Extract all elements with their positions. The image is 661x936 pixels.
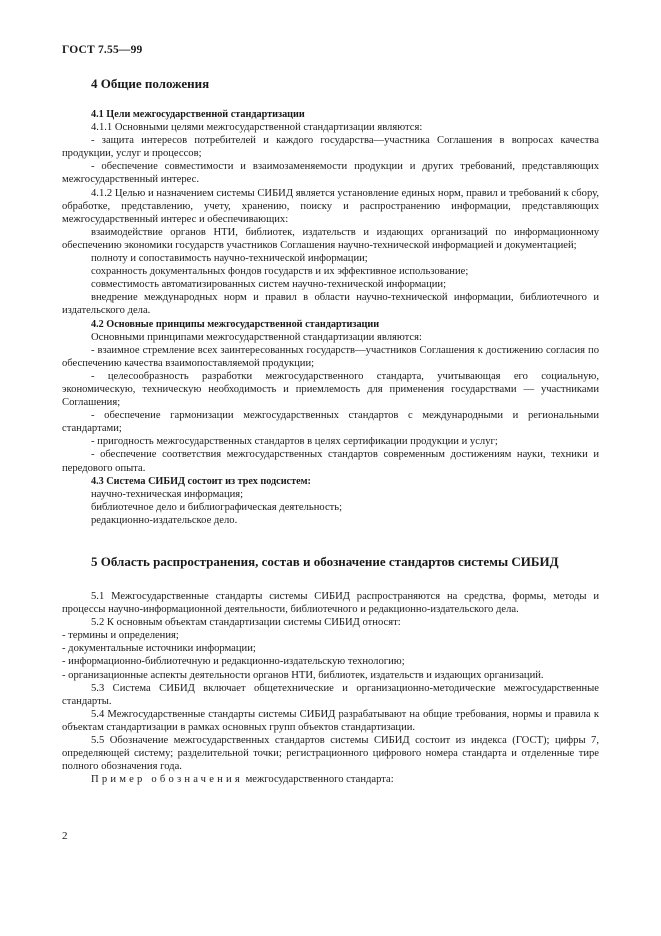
list-item: - организационные аспекты деятельности органов НТИ, библиотек, издательств и издающих организаций. [62, 669, 544, 681]
list-item: - термины и определения; [62, 630, 179, 642]
paragraph-5-5: 5.5 Обозначение межгосударственных стандартов системы СИБИД состоит из индекса (ГОСТ); цифры 7, определяющей систему; разделительной точки; регистрационного цифрового номера стандарта и отделенные тире полного обозначения года. [62, 735, 599, 773]
example-line [62, 773, 599, 786]
list-item: взаимодействие органов НТИ, библиотек, издательств и издающих организаций по информационному обеспечению экономики государств участников Соглашения научно-технической информацией и документацией; [62, 226, 599, 251]
list-item: внедрение международных норм и правил в области научно-технической информации, библиотечного и издательского дела. [62, 292, 599, 317]
example-text: межгосударственного стандарта: [242, 774, 394, 786]
section-4-title: 4 Общие положения [91, 76, 210, 91]
list-item: - пригодность межгосударственных стандартов в целях сертификации продукции и услуг; [91, 436, 498, 448]
example-label: Пример обозначения [91, 774, 243, 786]
list-item: - обеспечение гармонизации межгосударственных стандартов с международными и региональными стандартами; [62, 410, 599, 435]
list-item: библиотечное дело и библиографическая деятельность; [91, 501, 343, 513]
list-item: совместимость автоматизированных систем научно-технической информации; [91, 279, 447, 291]
paragraph-5-1: 5.1 Межгосударственные стандарты системы СИБИД распространяются на средства, формы, методы и процессы научно-информационной деятельности, библиотечного и редакционно-издательского дела. [62, 591, 599, 616]
paragraph-4-1-1: 4.1.1 Основными целями межгосударственной стандартизации являются: [91, 122, 423, 134]
list-item: - взаимное стремление всех заинтересованных государств—участников Соглашения к достижению согласия по обеспечению качества взаимопоставляемой продукции; [62, 344, 599, 369]
subsection-4-1-heading: 4.1 Цели межгосударственной стандартизации [91, 109, 305, 120]
document-body [62, 76, 599, 786]
list-item: - целесообразность разработки межгосударственного стандарта, учитывающая его социальную, экономическую, техническую необходимость и приемлемость для применения государствами — участниками Соглашения; [62, 370, 599, 409]
list-item: редакционно-издательское дело. [91, 514, 238, 526]
page-number: 2 [62, 830, 68, 842]
paragraph-4-1-2: 4.1.2 Целью и назначением системы СИБИД является установление единых норм, правил и требований к сбору, обработке, представлению, учету, хранению, поиску и распространению информации, представляющих межгосударственный интерес и обеспечивающих: [62, 187, 599, 225]
list-item: - обеспечение совместимости и взаимозаменяемости продукции и других требований, представляющих межгосударственный интерес. [62, 161, 599, 186]
list-item: - документальные источники информации; [62, 643, 256, 655]
subsection-4-3-heading: 4.3 Система СИБИД состоит из трех подсистем: [91, 475, 311, 487]
list-item: - информационно-библиотечную и редакционно-издательскую технологию; [62, 656, 405, 668]
list-item: полноту и сопоставимость научно-технической информации; [91, 253, 368, 265]
list-item: - обеспечение соответствия межгосударственных стандартов современным достижениям науки, техники и передового опыта. [62, 449, 599, 474]
document-header: ГОСТ 7.55—99 [62, 44, 143, 56]
list-item: сохранность документальных фондов государств и их эффективное использование; [91, 266, 469, 278]
paragraph-5-3: 5.3 Система СИБИД включает общетехнические и организационно-методические межгосударственные стандарты. [62, 682, 599, 707]
section-5-title: 5 Область распространения, состав и обозначение стандартов системы СИБИД [91, 554, 559, 569]
paragraph-5-4: 5.4 Межгосударственные стандарты системы СИБИД разрабатывают на общие требования, нормы и правила к объектам стандартизации в рамках основных групп объектов стандартизации. [62, 708, 599, 733]
paragraph-5-2: 5.2 К основным объектам стандартизации системы СИБИД относят: [91, 617, 401, 629]
subsection-4-2-heading: 4.2 Основные принципы межгосударственной стандартизации [91, 318, 380, 330]
list-item: - защита интересов потребителей и каждого государства—участника Соглашения в вопросах качества продукции, услуг и процессов; [62, 135, 599, 160]
list-item: научно-техническая информация; [91, 488, 244, 500]
paragraph-4-2-intro: Основными принципами межгосударственной стандартизации являются: [91, 331, 422, 343]
